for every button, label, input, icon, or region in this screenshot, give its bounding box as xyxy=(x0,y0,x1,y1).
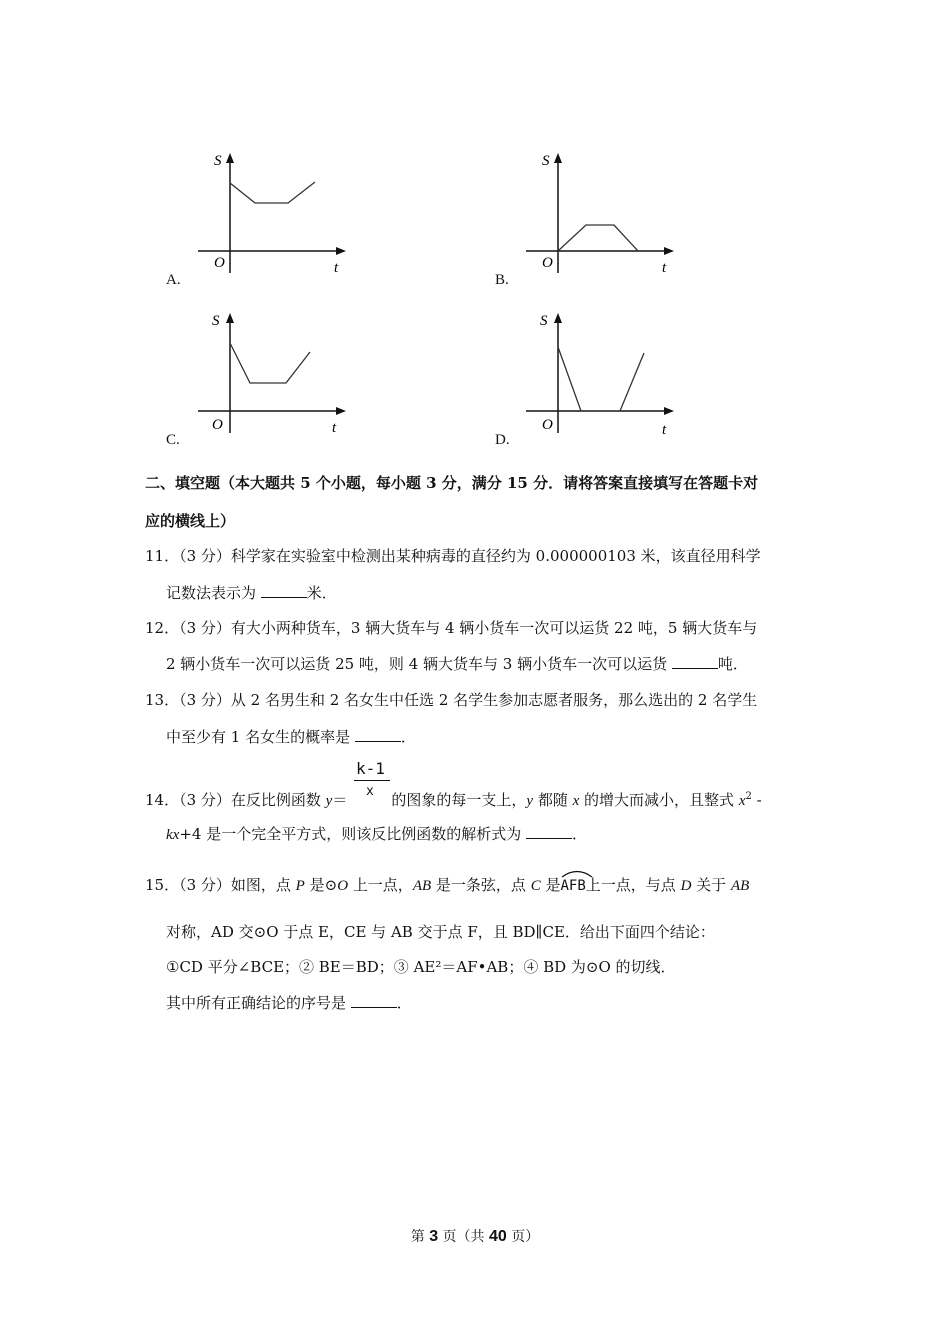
arc-afb: AFB xyxy=(560,876,585,896)
fraction-bar xyxy=(354,780,390,781)
answer-blank[interactable] xyxy=(351,993,397,1008)
q13-line2: 中至少有 1 名女生的概率是 ． xyxy=(166,728,416,746)
q14-line1: 14．（3 分）在反比例函数 y＝ 的图象的每一支上，y 都随 x 的增大而减小，且整式 $x^2$ - xyxy=(145,791,762,809)
graph-c xyxy=(190,305,360,445)
q11-line1: 11．（3 分）科学家在实验室中检测出某种病毒的直径约为 0.000000103 米，该直径用科学 xyxy=(145,547,761,565)
answer-blank[interactable] xyxy=(261,583,307,598)
graph-a xyxy=(190,145,360,285)
answer-blank[interactable] xyxy=(672,654,718,669)
option-c-label: C. xyxy=(166,432,180,448)
q12-line1: 12．（3 分）有大小两种货车，3 辆大货车与 4 辆小货车一次可以运货 22 吨，5 辆大货车与 xyxy=(145,619,758,637)
svg-text:t: t xyxy=(662,422,667,438)
svg-text:O: O xyxy=(542,255,553,271)
option-a-label: A. xyxy=(166,272,181,288)
svg-text:t: t xyxy=(662,260,667,276)
q15-line4: 其中所有正确结论的序号是 ． xyxy=(166,994,412,1012)
svg-text:S: S xyxy=(542,153,550,169)
q14-line2: kx+4 是一个完全平方式，则该反比例函数的解析式为 ． xyxy=(166,825,587,843)
q11-line2: 记数法表示为 米． xyxy=(166,584,337,602)
svg-text:S: S xyxy=(212,313,220,329)
q15-line3: ①CD 平分∠BCE；② BE＝BD；③ AE²＝AF•AB；④ BD 为⊙O 的切线． xyxy=(166,958,676,976)
svg-text:O: O xyxy=(214,255,225,271)
fraction-numerator: k-1 xyxy=(356,759,385,778)
option-d-label: D. xyxy=(495,432,510,448)
q15-line1: 15．（3 分）如图，点 P 是⊙O 上一点，AB 是一条弦，点 C 是 AFB上一点，与点 D 关于 AB xyxy=(145,875,749,896)
graph-b xyxy=(518,145,688,285)
q13-line1: 13．（3 分）从 2 名男生和 2 名女生中任选 2 名学生参加志愿者服务，那么选出的 2 名学生 xyxy=(145,691,758,709)
answer-blank[interactable] xyxy=(355,727,401,742)
svg-text:O: O xyxy=(542,417,553,433)
section-heading-line1: 二、填空题（本大题共 5 个小题，每小题 3 分，满分 15 分．请将答案直接填写在答题卡对 xyxy=(145,474,759,492)
fraction-denominator: x xyxy=(366,784,374,799)
svg-text:t: t xyxy=(332,420,337,436)
total-pages: 40 xyxy=(489,1228,507,1245)
svg-text:t: t xyxy=(334,260,339,276)
page-footer: 第 3 页（共 40 页） xyxy=(410,1228,540,1245)
svg-text:S: S xyxy=(540,313,548,329)
q15-line2: 对称，AD 交⊙O 于点 E，CE 与 AB 交于点 F，且 BD∥CE．给出下面四个结论： xyxy=(166,923,715,941)
svg-text:O: O xyxy=(212,417,223,433)
svg-text:S: S xyxy=(214,153,222,169)
graph-d xyxy=(518,305,688,445)
page-number: 3 xyxy=(429,1228,439,1245)
answer-blank[interactable] xyxy=(526,824,572,839)
section-heading-line2: 应的横线上） xyxy=(145,512,236,530)
q12-line2: 2 辆小货车一次可以运货 25 吨，则 4 辆大货车与 3 辆小货车一次可以运货 吨． xyxy=(166,655,748,673)
option-b-label: B. xyxy=(495,272,509,288)
